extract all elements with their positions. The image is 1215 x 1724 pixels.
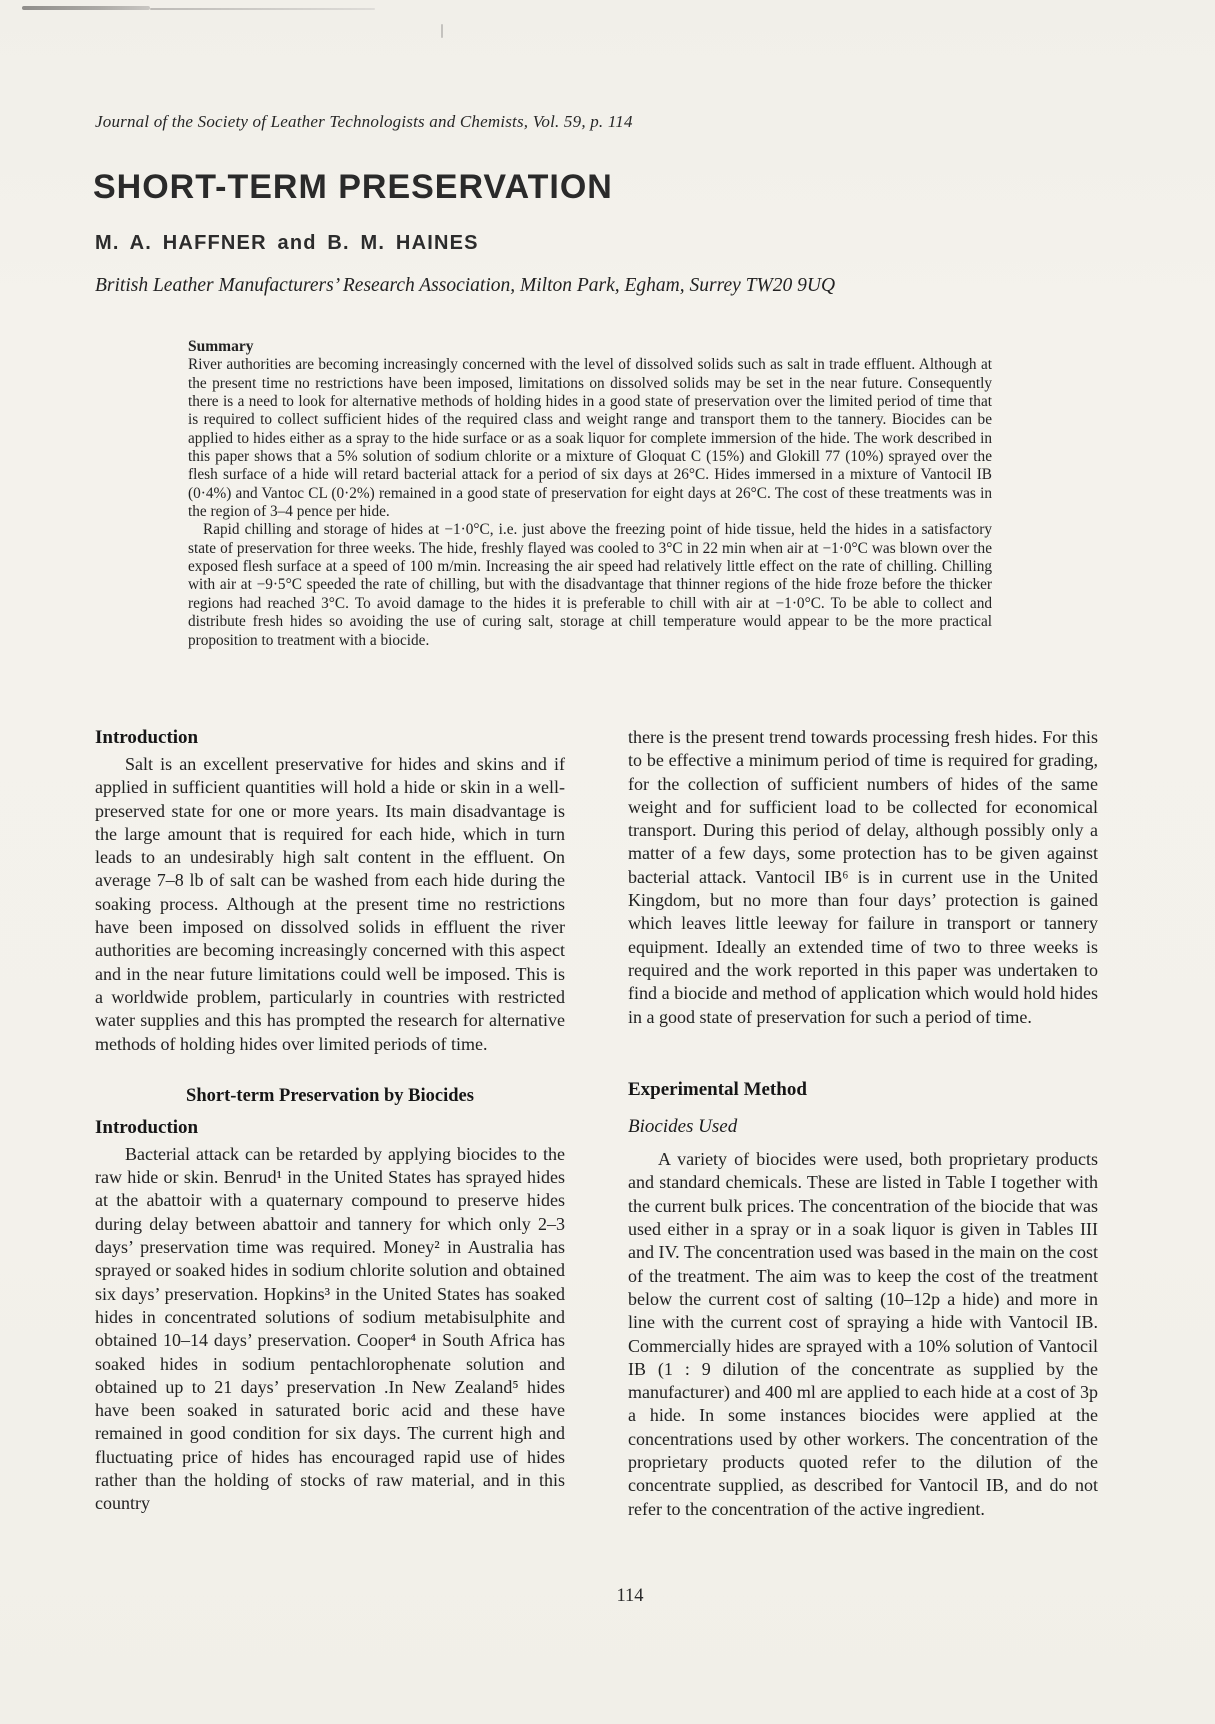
summary-heading: Summary	[188, 338, 254, 355]
introduction-paragraph: Salt is an excellent preservative for hides and skins and if applied in sufficient quantities will hold a hide or skin in a well-preserved state for one or more years. Its main disadvantage is the large amount that is required for each hide, which in turn leads to an undesirably high salt content in the effluent. On average 7–8 lb of salt can be washed from each hide during the soaking process. Although at the present time no restrictions have been imposed on dissolved solids in effluent the river authorities are becoming increasingly concerned with this aspect and in the near future limitations could well be imposed. This is a worldwide problem, particularly in countries with restricted water supplies and this has prompted the research for alternative methods of holding hides over limited periods of time.	[95, 754, 565, 1054]
scan-streak-artifact	[150, 8, 375, 10]
column-gap	[628, 1029, 1098, 1053]
summary-paragraph-2: Rapid chilling and storage of hides at −1·0°C, i.e. just above the freezing point of hide tissue, held the hides in a satisfactory state of preservation for three weeks. The hide, freshly flayed was cooled to 3°C in 22 min when air at −1·0°C was blown over the exposed flesh surface at a speed of 100 m/min. Increasing the air speed had relatively little effect on the rate of chilling. Chilling with air at −9·5°C speeded the rate of chilling, but with the disadvantage that thinner regions of the hide froze before the thicker regions had reached 3°C. To avoid damage to the hides it is preferable to chill with air at −1·0°C. To be able to collect and distribute fresh hides so avoiding the use of curing salt, storage at chill temperature would appear to be the more practical proposition to treatment with a biocide.	[188, 521, 992, 649]
right-column	[628, 726, 1098, 1521]
summary-paragraph-1: River authorities are becoming increasingly concerned with the level of dissolved solids such as salt in trade effluent. Although at the present time no restrictions have been imposed, limitations on dissolved solids may be set in the near future. Consequently there is a need to look for alternative methods of holding hides in a good state of preservation over the limited period of time that is required to collect sufficient hides of the required class and weight range and transport them to the tannery. Biocides can be applied to hides either as a spray to the hide surface or as a soak liquor for complete immersion of the hide. The work described in this paper shows that a 5% solution of sodium chlorite or a mixture of Gloquat C (15%) and Glokill 77 (10%) sprayed over the flesh surface of a hide will retard bacterial attack for a period of six days at 26°C. Hides immersed in a mixture of Vantocil IB (0·4%) and Vantoc CL (0·2%) remained in a good state of preservation for eight days at 26°C. The cost of these treatments was in the region of 3–4 pence per hide.	[188, 356, 992, 521]
biocides-used-paragraph: A variety of biocides were used, both proprietary products and standard chemicals. These are listed in Table I together with the current bulk prices. The concentration of the biocide that was used either in a spray or in a soak liquor is given in Tables III and IV. The concentration used was based in the main on the cost of the treatment. The aim was to keep the cost of the treatment below the current cost of salting (10–12p a hide) and more in line with the current cost of spraying a hide with Vantocil IB. Commercially hides are sprayed with a 10% solution of Vantocil IB (1 : 9 dilution of the concentrate as supplied by the manufacturer) and 400 ml are applied to each hide at a cost of 3p a hide. In some instances biocides were applied at the concentrations used by other workers. The concentration of the proprietary products quoted refer to the dilution of the concentrate supplied, as described for Vantocil IB, and do not refer to the concentration of the active ingredient.	[628, 1149, 1098, 1519]
biocides-used-subheading: Biocides Used	[628, 1115, 738, 1137]
page-number: 114	[616, 1586, 644, 1606]
introduction-heading: Introduction	[95, 727, 199, 748]
paper-title: SHORT-TERM PRESERVATION	[93, 168, 613, 206]
experimental-method-heading: Experimental Method	[628, 1078, 807, 1100]
journal-citation: Journal of the Society of Leather Technologists and Chemists, Vol. 59, p. 114	[95, 112, 633, 131]
scan-smudge-artifact	[22, 6, 150, 10]
left-column	[95, 726, 565, 1516]
biocides-section-heading: Short-term Preservation by Biocides	[186, 1085, 474, 1106]
continuation-paragraph: there is the present trend towards processing fresh hides. For this to be effective a minimum period of time is required for grading, for the collection of sufficient numbers of hides of the same weight and for sufficient load to be collected for economical transport. During this period of delay, although possibly only a matter of a few days, some protection has to be given against bacterial attack. Vantocil IB⁶ is in current use in the United Kingdom, but no more than four days’ protection is gained which leaves little leeway for failure in transport or tannery equipment. Ideally an extended time of two to three weeks is required and the work reported in this paper was undertaken to find a biocide and method of application which would hold hides in a good state of preservation for such a period of time.	[628, 727, 1098, 1027]
affiliation-line: British Leather Manufacturers’ Research Association, Milton Park, Egham, Surrey TW20 9UQ	[95, 275, 836, 296]
biocides-introduction-paragraph: Bacterial attack can be retarded by applying biocides to the raw hide or skin. Benrud¹ in the United States has sprayed hides at the abattoir with a quaternary compound to preserve hides during delay between abattoir and tannery for which only 2–3 days’ preservation time was required. Money² in Australia has sprayed or soaked hides in sodium chlorite solution and obtained six days’ preservation. Hopkins³ in the United States has soaked hides in concentrated solutions of sodium metabisulphite and obtained 10–14 days’ preservation. Cooper⁴ in South Africa has soaked hides in sodium pentachlorophenate solution and obtained up to 21 days’ preservation .In New Zealand⁵ hides have been soaked in saturated boric acid and these have remained in good condition for six days. The current high and fluctuating price of hides has encouraged rapid use of hides rather than the holding of stocks of raw material, and in this country	[95, 1143, 565, 1514]
authors-line: M. A. HAFFNER and B. M. HAINES	[95, 232, 479, 254]
summary-section	[188, 338, 992, 650]
biocides-introduction-heading: Introduction	[95, 1116, 199, 1138]
scan-tick-artifact	[441, 24, 443, 38]
